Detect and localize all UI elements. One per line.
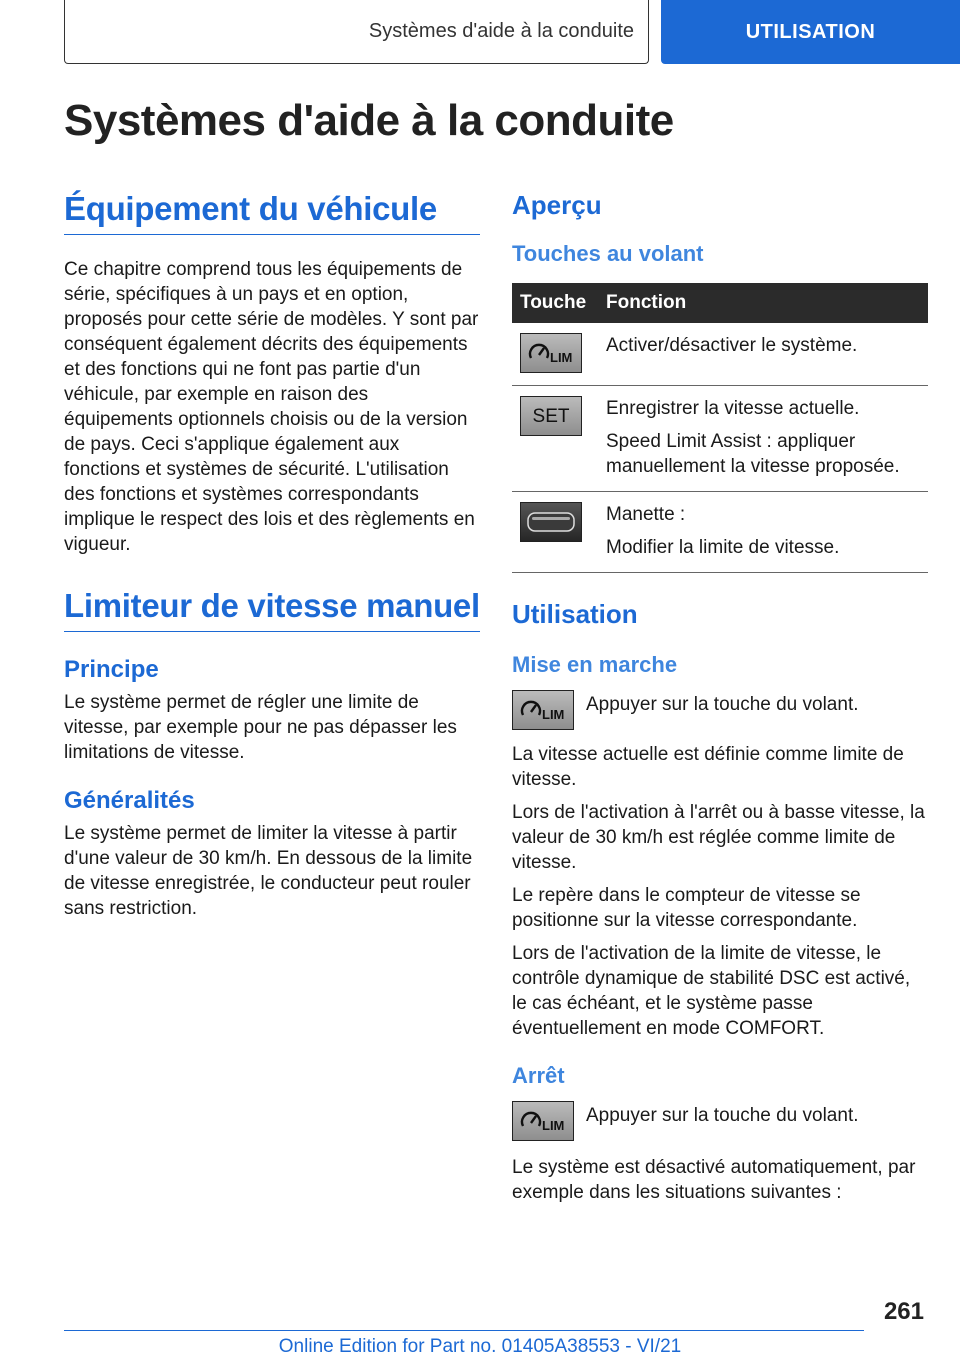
footer-divider: [64, 1330, 864, 1331]
function-table: [512, 283, 928, 573]
chapter-tab: [64, 0, 649, 64]
start-text-3: Le repère dans le compteur de vitesse se positionne sur la vitesse correspondante.: [512, 885, 861, 931]
set-function-text-2: Speed Limit Assist : appliquer manuellement la vitesse proposée.: [606, 431, 900, 477]
lim-label: LIM: [550, 350, 573, 365]
table-header-key: Touche: [512, 283, 598, 323]
overview-heading: Aperçu: [512, 190, 602, 220]
chapter-tab-label: Systèmes d'aide à la conduite: [368, 20, 634, 42]
equipment-text: Ce chapitre comprend tous les équipements de série, spécifiques à un pays et en option, proposés pour cette série de modèles. Y sont par conséquent également décrits des équipements et des fonctions qui ne font pas partie d'un véhicule, par exemple en raison des équipements optionnels choisis ou de la version de pays. Ceci s'applique également aux fonctions et systèmes de sécurité. L'utilisation des fonctions et systèmes correspondants implique le respect des lois et des règlements en vigueur.: [64, 259, 479, 555]
section-tab: [661, 0, 960, 64]
lim-button-icon: [512, 690, 574, 730]
start-action-row: [512, 690, 928, 730]
principle-heading: Principe: [64, 656, 159, 683]
right-column: [512, 190, 928, 1205]
rocker-switch-icon: [520, 502, 582, 542]
stop-action-text: Appuyer sur la touche du volant.: [586, 1105, 859, 1126]
general-heading: Généralités: [64, 787, 195, 814]
start-text-1: La vitesse actuelle est définie comme limite de vitesse.: [512, 744, 904, 790]
table-row: [512, 492, 928, 573]
wheel-keys-heading: Touches au volant: [512, 241, 704, 266]
start-text-4: Lors de l'activation de la limite de vitesse, le contrôle dynamique de stabilité DSC est activé, le cas échéant, et le système passe éventuellement en mode COMFORT.: [512, 943, 911, 1039]
lim-label: LIM: [542, 707, 565, 722]
stop-action-row: [512, 1101, 928, 1141]
start-heading: Mise en marche: [512, 652, 678, 677]
general-text: Le système permet de limiter la vitesse à partir d'une valeur de 30 km/h. En dessous de la limite de vitesse enregistrée, le conducteur peut rouler sans restriction.: [64, 823, 473, 919]
start-action-text: Appuyer sur la touche du volant.: [586, 694, 859, 715]
set-function-text-1: Enregistrer la vitesse actuelle.: [606, 398, 860, 419]
rocker-function-text-2: Modifier la limite de vitesse.: [606, 537, 840, 558]
page-number: 261: [883, 1298, 924, 1325]
table-row: [512, 386, 928, 492]
lim-label: LIM: [542, 1118, 565, 1133]
stop-heading: Arrêt: [512, 1063, 565, 1088]
section-tab-label: UTILISATION: [745, 20, 876, 43]
rocker-function-text-1: Manette :: [606, 504, 686, 525]
set-key-label: SET: [532, 405, 570, 427]
set-button-icon: [520, 396, 582, 436]
table-header-function: Fonction: [598, 283, 928, 323]
equipment-heading: Équipement du véhicule: [64, 190, 480, 235]
lim-function-text: Activer/désactiver le système.: [606, 335, 858, 356]
principle-text: Le système permet de régler une limite de vitesse, par exemple pour ne pas dépasser les limitations de vitesse.: [64, 692, 457, 763]
usage-heading: Utilisation: [512, 599, 638, 629]
table-row: [512, 323, 928, 386]
lim-button-icon: [512, 1101, 574, 1141]
limiter-heading: Limiteur de vitesse manuel: [64, 587, 480, 632]
stop-text-1: Le système est désactivé automatiquement, par exemple dans les situations suivantes :: [512, 1157, 916, 1203]
lim-button-icon: [520, 333, 582, 373]
table-header-row: [512, 283, 928, 323]
edition-footer: Online Edition for Part no. 01405A38553 - VI/21: [278, 1336, 682, 1357]
left-column: [64, 190, 480, 921]
page-title: Systèmes d'aide à la conduite: [64, 96, 674, 145]
start-text-2: Lors de l'activation à l'arrêt ou à basse vitesse, la valeur de 30 km/h est réglée comme limite de vitesse.: [512, 802, 925, 873]
